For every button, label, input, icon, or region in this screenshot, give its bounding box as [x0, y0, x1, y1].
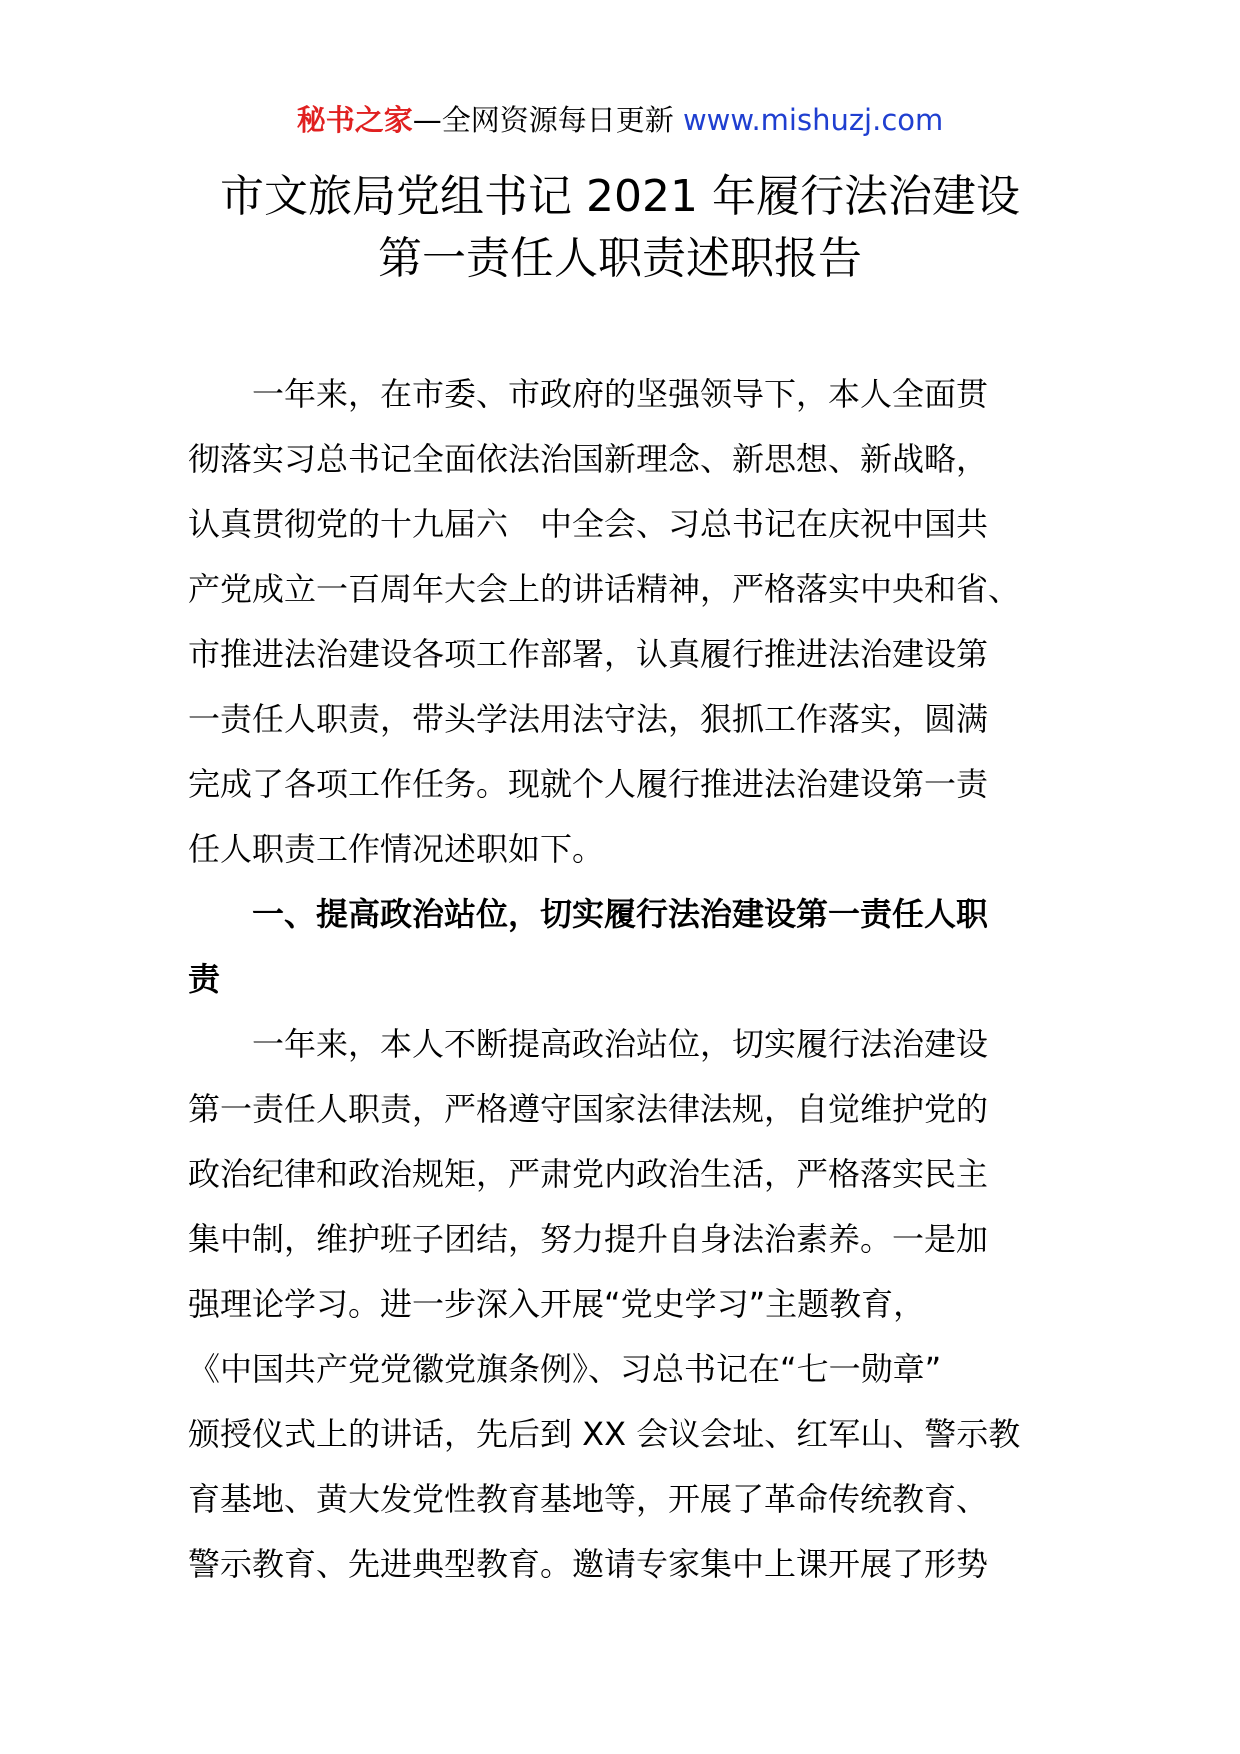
body-line: 强理论学习。进一步深入开展“党史学习”主题教育， — [188, 1285, 926, 1323]
body-line: 《中国共产党党徽党旗条例》、习总书记在“七一勋章” — [188, 1350, 942, 1388]
title-line-2: 第一责任人职责述职报告 — [378, 233, 862, 284]
document-title — [0, 166, 1240, 290]
header-separator: — — [412, 103, 442, 137]
site-header — [0, 100, 1240, 140]
body-line: 一年来，本人不断提高政治站位，切实履行法治建设 — [188, 1025, 989, 1063]
body-line: 完成了各项工作任务。现就个人履行推进法治建设第一责 — [188, 765, 989, 803]
body-line: 产党成立一百周年大会上的讲话精神，严格落实中央和省、 — [188, 570, 1021, 608]
document-body — [188, 362, 1052, 1597]
body-line: 颁授仪式上的讲话，先后到 XX 会议会址、红军山、警示教 — [188, 1415, 1021, 1453]
header-tagline: 全网资源每日更新 — [441, 103, 674, 137]
body-line: 第一责任人职责，严格遵守国家法律法规，自觉维护党的 — [188, 1090, 989, 1128]
body-line: 任人职责工作情况述职如下。 — [188, 830, 605, 868]
title-line-1: 市文旅局党组书记 2021 年履行法治建设 — [220, 171, 1020, 222]
body-line: 育基地、黄大发党性教育基地等，开展了革命传统教育、 — [188, 1480, 989, 1518]
body-line: 市推进法治建设各项工作部署，认真履行推进法治建设第 — [188, 635, 989, 673]
body-line: 一年来，在市委、市政府的坚强领导下，本人全面贯 — [188, 375, 989, 413]
body-line: 集中制，维护班子团结，努力提升自身法治素养。一是加 — [188, 1220, 989, 1258]
site-brand: 秘书之家 — [296, 103, 413, 137]
section-heading-line: 一、提高政治站位，切实履行法治建设第一责任人职 — [188, 895, 989, 933]
site-url-link[interactable]: www.mishuzj.com — [682, 103, 944, 137]
body-line: 认真贯彻党的十九届六 中全会、习总书记在庆祝中国共 — [188, 505, 989, 543]
body-line: 彻落实习总书记全面依法治国新理念、新思想、新战略， — [188, 440, 989, 478]
body-line: 政治纪律和政治规矩，严肃党内政治生活，严格落实民主 — [188, 1155, 989, 1193]
body-line: 警示教育、先进典型教育。邀请专家集中上课开展了形势 — [188, 1545, 989, 1583]
body-line: 一责任人职责，带头学法用法守法，狠抓工作落实，圆满 — [188, 700, 989, 738]
section-heading-line: 责 — [188, 960, 221, 998]
